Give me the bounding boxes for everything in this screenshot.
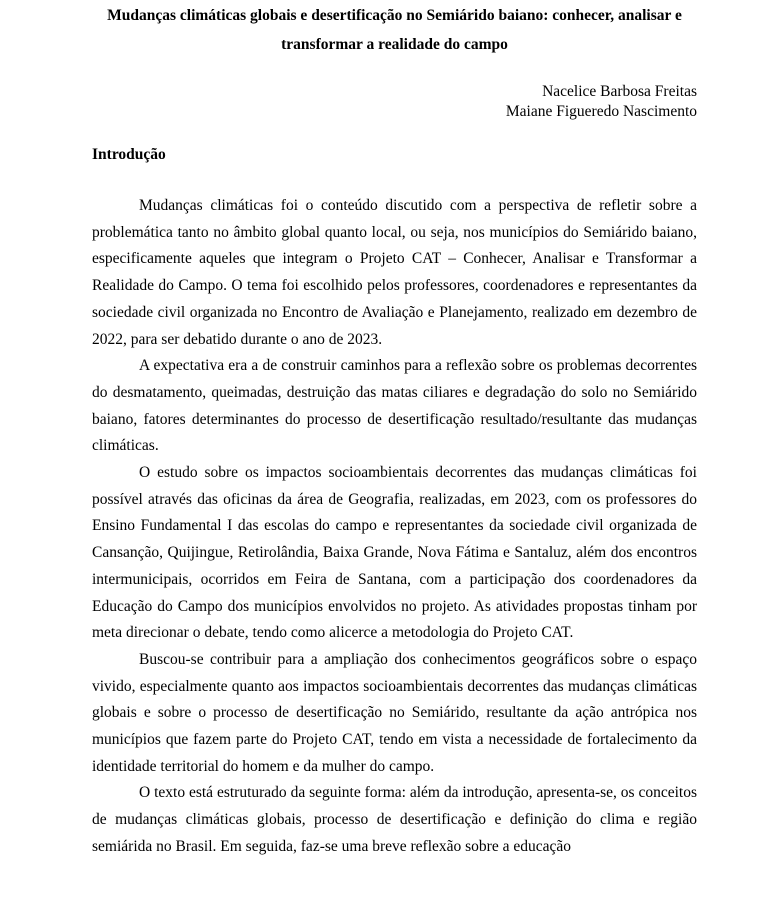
paragraph: O estudo sobre os impactos socioambientais decorrentes das mudanças climáticas foi possível através das oficinas da área de Geografia, realizadas, em 2023, com os professores do Ensino Fundamental I das escolas do campo e representantes da sociedade civil organizada de Cansanção, Quijingue, Retirolândia, Baixa Grande, Nova Fátima e Santaluz, além dos encontros intermunicipais, ocorridos em Feira de Santana, com a participação dos coordenadores da Educação do Campo dos municípios envolvidos no projeto. As atividades propostas tinham por meta direcionar o debate, tendo como alicerce a metodologia do Projeto CAT. [92, 464, 697, 642]
document-page [0, 1, 764, 915]
paragraph: Mudanças climáticas foi o conteúdo discutido com a perspectiva de refletir sobre a problemática tanto no âmbito global quanto local, ou seja, nos municípios do Semiárido baiano, especificamente aqueles que integram o Projeto CAT – Conhecer, Analisar e Transformar a Realidade do Campo. O tema foi escolhido pelos professores, coordenadores e representantes da sociedade civil organizada no Encontro de Avaliação e Planejamento, realizado em dezembro de 2022, para ser debatido durante o ano de 2023. [92, 197, 697, 348]
paragraph: A expectativa era a de construir caminhos para a reflexão sobre os problemas decorrentes do desmatamento, queimadas, destruição das matas ciliares e degradação do solo no Semiárido baiano, fatores determinantes do processo de desertificação resultado/resultante das mudanças climáticas. [92, 357, 697, 455]
author-name: Nacelice Barbosa Freitas [542, 83, 697, 100]
author-list [92, 82, 697, 122]
body-text [92, 193, 697, 861]
author-name: Maiane Figueredo Nascimento [505, 103, 697, 120]
document-title: Mudanças climáticas globais e desertificação no Semiárido baiano: conhecer, analisar e transformar a realidade do campo [107, 7, 682, 53]
paragraph: O texto está estruturado da seguinte forma: além da introdução, apresenta-se, os conceitos de mudanças climáticas globais, processo de desertificação e definição do clima e região semiárida no Brasil. Em seguida, faz-se uma breve reflexão sobre a educação [92, 784, 697, 855]
section-heading-introducao: Introdução [92, 146, 166, 163]
paragraph: Buscou-se contribuir para a ampliação dos conhecimentos geográficos sobre o espaço vivido, especialmente quanto aos impactos socioambientais decorrentes das mudanças climáticas globais e sobre o processo de desertificação no Semiárido, resultante da ação antrópica nos municípios que fazem parte do Projeto CAT, tendo em vista a necessidade de fortalecimento da identidade territorial do homem e da mulher do campo. [92, 650, 697, 775]
